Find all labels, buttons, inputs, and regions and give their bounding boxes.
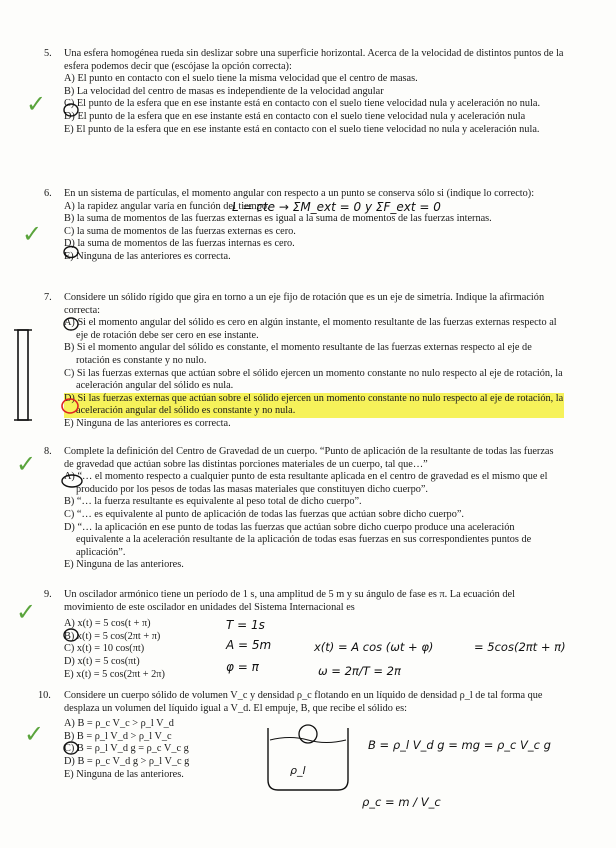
option-e: E) Ninguna de las anteriores. xyxy=(64,768,184,780)
answer-circle-q9 xyxy=(64,629,78,641)
question-number: 9. xyxy=(44,589,52,600)
question-stem: Un oscilador armónico tiene un período de 1 s, una amplitud de 5 m y su ángulo de fase es π. La ecuación del movimiento de este oscilador en unidades del Sistema Internacional es xyxy=(64,589,515,613)
option-c: C) la suma de momentos de las fuerzas externas es cero. xyxy=(64,225,296,237)
option-a: A) Si el momento angular del sólido es cero en algún instante, el momento resultante de las fuerzas externas respecto al eje de rotación debe ser cero en ese instante. xyxy=(64,317,557,341)
question-number: 10. xyxy=(38,690,51,701)
option-c: C) El punto de la esfera que en ese instante está en contacto con el suelo tiene velocidad nula y aceleración no nula. xyxy=(64,98,541,110)
option-d: D) “… la aplicación en ese punto de todas las fuerzas que actúan sobre dicho cuerpo produce una aceleración equivalente a la aceleración resultante de la aplicación de todas esas fuerzas en sus correspondientes puntos de aplicación”. xyxy=(64,521,532,558)
question-number: 7. xyxy=(44,292,52,303)
answer-circle-q8 xyxy=(62,475,82,487)
check-mark-q10: ✓ xyxy=(24,720,45,748)
option-e: E) El punto de la esfera que en ese instante está en contacto con el suelo tiene velocidad no nula y aceleración nula. xyxy=(64,123,540,135)
option-d-highlighted: D) Si las fuerzas externas que actúan sobre el sólido ejercen un momento constante no nulo respecto al eje de rotación, la aceleración angular del sólido es constante y no nula. xyxy=(64,392,564,417)
question-number: 6. xyxy=(44,188,52,199)
option-b: B) “… la fuerza resultante es equivalente al peso total de dicho cuerpo”. xyxy=(64,496,362,508)
option-b: B) x(t) = 5 cos(2πt + π) xyxy=(64,630,161,642)
check-mark-q8: ✓ xyxy=(16,450,37,478)
option-e: E) x(t) = 5 cos(2πt + 2π) xyxy=(64,668,165,680)
option-e: E) Ninguna de las anteriores. xyxy=(64,559,184,571)
option-b: B) La velocidad del centro de masas es independiente de la velocidad angular xyxy=(64,85,384,97)
option-a: A) “… el momento respecto a cualquier punto de esta resultante aplicada en el centro de gravedad es el mismo que el producido por los pesos de todas las masas materiales que constituyen dicho cuerpo”. xyxy=(64,471,548,495)
handwritten-q9-omega: ω = 2π/T = 2π xyxy=(318,664,401,678)
answer-circle-q7 xyxy=(64,318,78,330)
handwritten-q10-density: ρ_c = m / V_c xyxy=(362,795,441,809)
option-d: D) El punto de la esfera que en ese instante está en contacto con el suelo tiene velocidad nula y aceleración nula xyxy=(64,110,526,122)
question-stem: Una esfera homogénea rueda sin deslizar sobre una superficie horizontal. Acerca de la velocidad de distintos puntos de la esfera podemos decir que (escójase la opción correcta): xyxy=(64,48,564,72)
answer-circle-q10 xyxy=(64,742,78,754)
handwritten-q9-equation: x(t) = A cos (ωt + φ) xyxy=(314,640,434,654)
beaker-drawing xyxy=(268,728,348,790)
option-a: A) x(t) = 5 cos(t + π) xyxy=(64,618,151,630)
option-e: E) Ninguna de las anteriores es correcta. xyxy=(64,250,231,262)
question-stem: En un sistema de partículas, el momento angular con respecto a un punto se conserva sólo si (indique lo correcto): xyxy=(64,188,535,199)
option-a: A) B = ρ_c V_c > ρ_l V_d xyxy=(64,718,174,730)
option-d: D) B = ρ_c V_d g > ρ_l V_c g xyxy=(64,755,190,767)
handwritten-q6-note: L = cte → ΣM_ext = 0 y ΣF_ext = 0 xyxy=(232,200,441,214)
option-d: D) la suma de momentos de las fuerzas internas es cero. xyxy=(64,238,295,250)
option-b: B) B = ρ_l V_d > ρ_l V_c xyxy=(64,730,172,742)
answer-circle-q5 xyxy=(64,104,78,116)
handwritten-q9-period: T = 1s xyxy=(226,618,265,632)
option-b: B) la suma de momentos de las fuerzas externas es igual a la suma de momentos de las fuerzas internas. xyxy=(64,213,492,225)
check-mark-q9: ✓ xyxy=(16,598,37,626)
option-e: E) Ninguna de las anteriores es correcta. xyxy=(64,417,231,429)
handwritten-q9-amplitude: A = 5m xyxy=(226,638,272,652)
question-stem: Complete la definición del Centro de Gravedad de un cuerpo. “Punto de aplicación de la resultante de todas las fuerzas de gravedad que actúan sobre las distintas porciones materiales de un cuerpo, tal que…” xyxy=(64,446,554,470)
handwritten-q10-label: ρ_l xyxy=(290,764,306,777)
answer-circle-q7-d xyxy=(62,399,78,413)
option-a: A) la rapidez angular varía en función del tiempo. xyxy=(64,200,270,212)
option-b: B) Si el momento angular del sólido es constante, el momento resultante de las fuerzas externas respecto al eje de rotación es constante y no nulo. xyxy=(64,342,532,366)
check-mark-q6: ✓ xyxy=(22,220,43,248)
option-d: D) x(t) = 5 cos(πt) xyxy=(64,655,140,667)
option-c: C) “… es equivalente al punto de aplicación de todas las fuerzas que actúan sobre dicho cuerpo”. xyxy=(64,508,464,520)
check-mark-q5: ✓ xyxy=(26,90,47,118)
margin-bracket-q7 xyxy=(18,330,28,420)
option-c: C) B = ρ_l V_d g = ρ_c V_c g xyxy=(64,743,189,755)
option-c: C) x(t) = 10 cos(πt) xyxy=(64,643,145,655)
question-number: 5. xyxy=(44,48,52,59)
handwritten-q10-equation: B = ρ_l V_d g = mg = ρ_c V_c g xyxy=(368,738,551,752)
question-stem: Considere un cuerpo sólido de volumen V_c y densidad ρ_c flotando en un líquido de densidad ρ_l de tal forma que desplaza un volumen del líquido igual a V_d. El empuje, B, que recibe el sólido es: xyxy=(64,690,543,714)
question-number: 8. xyxy=(44,446,52,457)
question-stem: Considere un sólido rígido que gira en torno a un eje fijo de rotación que es un eje de simetría. Indique la afirmación correcta: xyxy=(64,292,545,316)
handwritten-q9-result: = 5cos(2πt + π) xyxy=(474,640,566,654)
option-c: C) Si las fuerzas externas que actúan sobre el sólido ejercen un momento constante no nulo respecto al eje de rotación, la aceleración angular del sólido es nula. xyxy=(64,367,563,392)
handwritten-q9-phase: φ = π xyxy=(226,660,259,674)
option-a: A) El punto en contacto con el suelo tiene la misma velocidad que el centro de masas. xyxy=(64,73,418,85)
answer-circle-q6 xyxy=(64,247,78,258)
